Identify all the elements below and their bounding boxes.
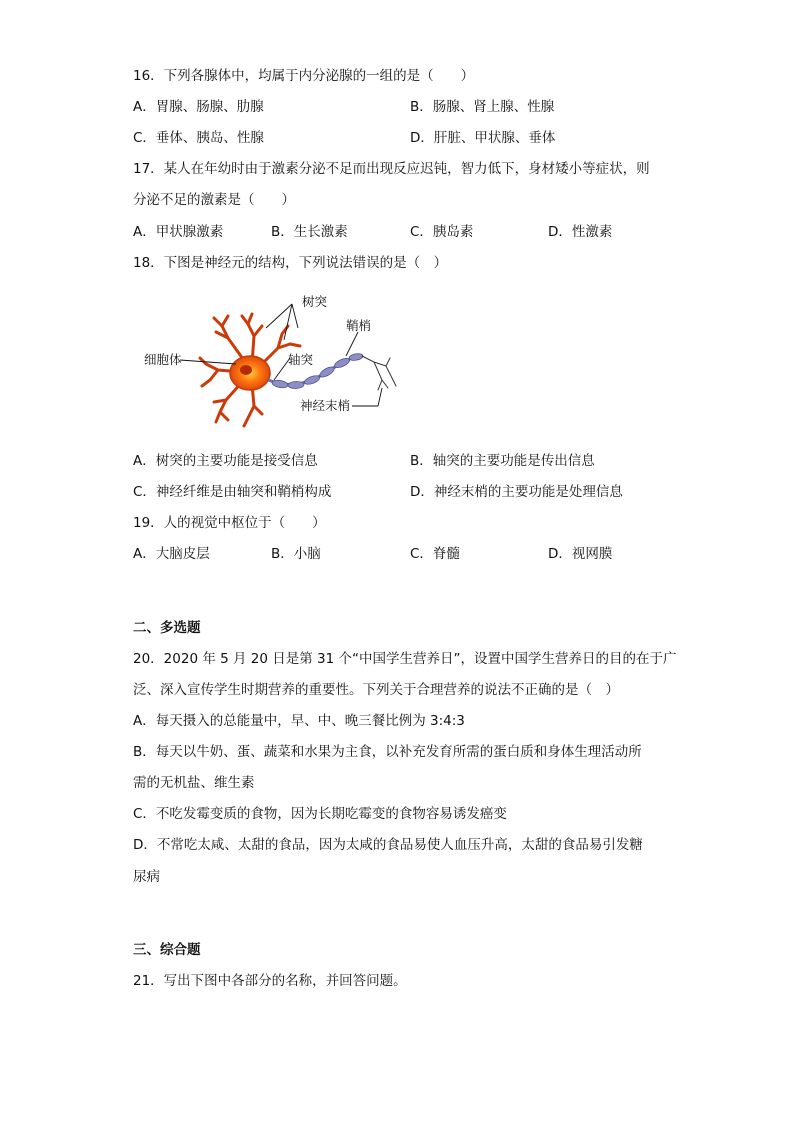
question-20-option-d-line2: 尿病 (133, 869, 160, 885)
question-16-option-b: B．肠腺、肾上腺、性腺 (410, 99, 555, 115)
question-21-stem: 21．写出下图中各部分的名称，并回答问题。 (133, 973, 407, 989)
question-19-stem: 19．人的视觉中枢位于（ ） (133, 515, 326, 531)
label-myelin: 鞘梢 (346, 318, 372, 333)
question-17-option-b: B．生长激素 (271, 224, 348, 240)
neuron-illustration (130, 288, 410, 433)
question-18-stem: 18．下图是神经元的结构，下列说法错误的是（ ） (133, 255, 448, 271)
question-20-option-d-line1: D．不常吃太咸、太甜的食品，因为太咸的食品易使人血压升高，太甜的食品易引发糖 (133, 837, 643, 853)
question-17-option-d: D．性激素 (548, 224, 613, 240)
question-16-option-d: D．肝脏、甲状腺、垂体 (410, 130, 556, 146)
section-2-title: 二、多选题 (133, 620, 201, 636)
question-20-stem-line1: 20．2020 年 5 月 20 日是第 31 个“中国学生营养日”，设置中国学生营养日的目的在于广 (133, 651, 677, 667)
question-20-stem-line2: 泛、深入宣传学生时期营养的重要性。下列关于合理营养的说法不正确的是（ ） (133, 682, 619, 698)
neuron-diagram (130, 288, 410, 433)
question-17-option-a: A．甲状腺激素 (133, 224, 224, 240)
label-axon: 轴突 (288, 352, 314, 367)
question-17-option-c: C．胰岛素 (410, 224, 474, 240)
axon (268, 353, 363, 389)
question-19-option-d: D．视网膜 (548, 546, 613, 562)
question-16-stem: 16．下列各腺体中，均属于内分泌腺的一组的是（ ） (133, 68, 475, 84)
section-3-title: 三、综合题 (133, 942, 201, 958)
question-20-option-b-line2: 需的无机盐、维生素 (133, 775, 255, 791)
nerve-endings (362, 356, 396, 390)
question-18-option-b: B．轴突的主要功能是传出信息 (410, 453, 595, 469)
label-dendrite: 树突 (302, 294, 328, 309)
question-18-option-d: D．神经末梢的主要功能是处理信息 (410, 484, 623, 500)
question-20-option-a: A．每天摄入的总能量中，早、中、晚三餐比例为 3:4:3 (133, 713, 465, 729)
question-19-option-a: A．大脑皮层 (133, 546, 210, 562)
label-nerve-ending: 神经末梢 (300, 398, 351, 413)
label-cell-body: 细胞体 (144, 352, 182, 367)
question-16-option-c: C．垂体、胰岛、性腺 (133, 130, 264, 146)
question-17-stem-line1: 17．某人在年幼时由于激素分泌不足而出现反应迟钝，智力低下，身材矮小等症状，则 (133, 161, 650, 177)
question-19-option-b: B．小脑 (271, 546, 321, 562)
question-16-option-a: A．胃腺、肠腺、肋腺 (133, 99, 264, 115)
question-20-option-c: C．不吃发霉变质的食物，因为长期吃霉变的食物容易诱发癌变 (133, 806, 507, 822)
question-18-option-c: C．神经纤维是由轴突和鞘梢构成 (133, 484, 332, 500)
question-18-option-a: A．树突的主要功能是接受信息 (133, 453, 318, 469)
question-20-option-b-line1: B．每天以牛奶、蛋、蔬菜和水果为主食，以补充发育所需的蛋白质和身体生理活动所 (133, 744, 642, 760)
question-19-option-c: C．脊髓 (410, 546, 460, 562)
question-17-stem-line2: 分泌不足的激素是（ ） (133, 192, 295, 208)
nucleus-shape (240, 365, 252, 375)
